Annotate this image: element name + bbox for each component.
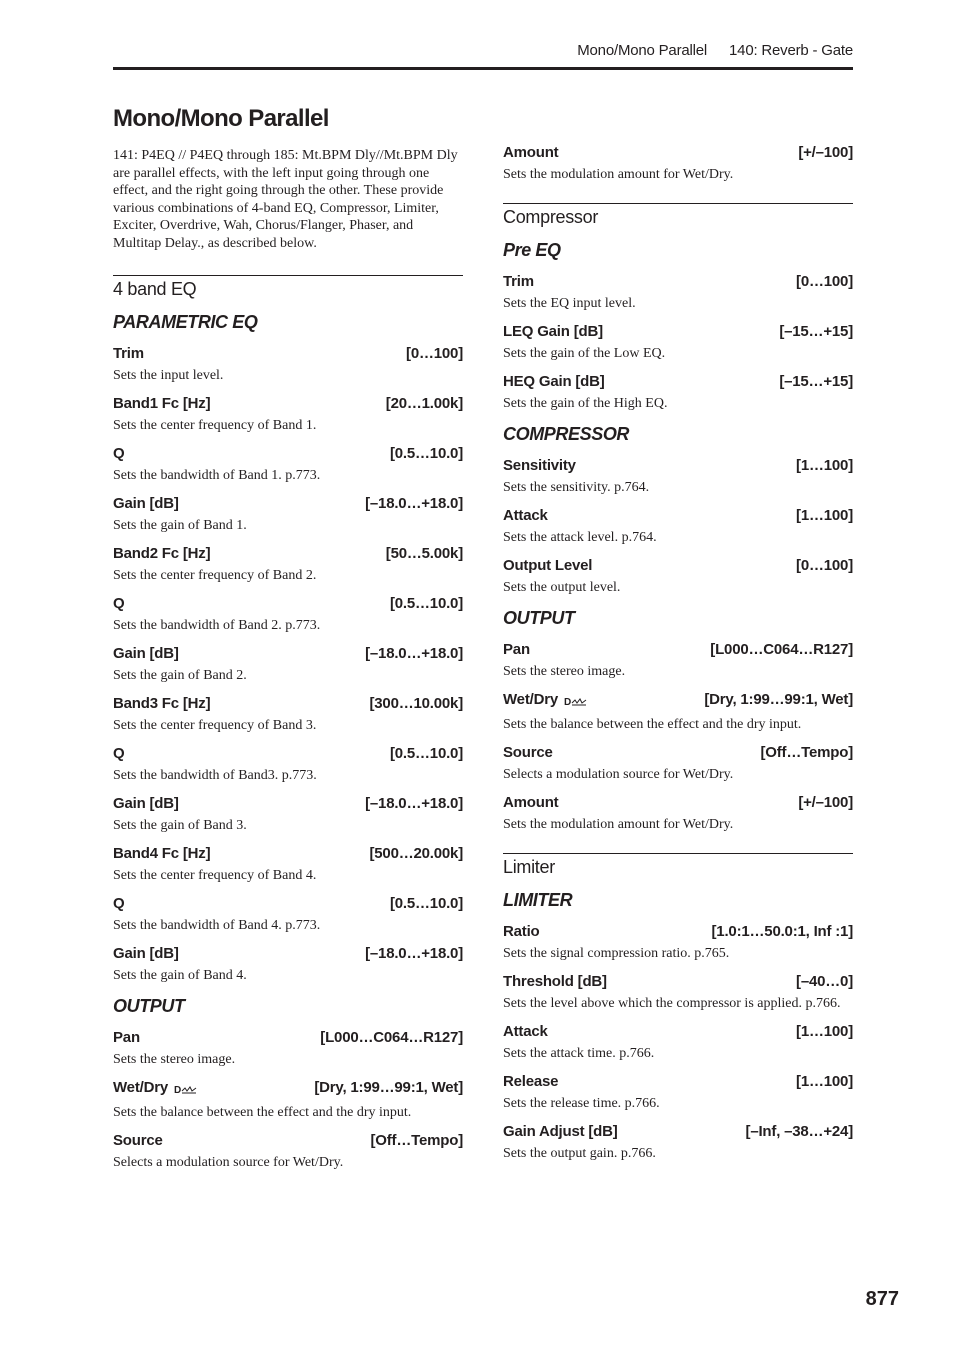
parameter-row [113, 1131, 463, 1151]
parameter-row [503, 1022, 853, 1042]
parameter-row [113, 744, 463, 764]
parameter-range: [–18.0…+18.0] [365, 494, 463, 512]
parameter-range: [50…5.00k] [385, 544, 463, 562]
parameter-name: Threshold [dB] [503, 973, 607, 990]
parameter-name-wrap [113, 744, 124, 764]
parameter-range: [L000…C064…R127] [710, 641, 853, 658]
section-4-band-eq [113, 275, 463, 1171]
section-limiter [503, 853, 853, 1162]
parameter-entry [503, 743, 853, 783]
parameter-range: [+/–100] [798, 794, 853, 811]
parameter-range: [300…10.00k] [369, 694, 463, 712]
parameter-entry [113, 1131, 463, 1171]
parameter-entry [503, 143, 853, 183]
parameter-name-wrap [503, 690, 587, 713]
parameter-entry [113, 444, 463, 484]
parameter-description: Sets the bandwidth of Band3. p.773. [113, 767, 317, 783]
parameter-name: Trim [503, 273, 534, 290]
parameter-entry [113, 594, 463, 634]
parameter-entry [503, 556, 853, 596]
parameter-range: [0…100] [796, 557, 853, 574]
parameter-entry [113, 644, 463, 684]
parameter-name: Gain [dB] [113, 494, 179, 512]
parameter-row [503, 640, 853, 660]
parameter-description: Sets the EQ input level. [503, 296, 636, 311]
section-title: 4 band EQ [113, 278, 197, 299]
intro-paragraph: 141: P4EQ // P4EQ through 185: Mt.BPM Dly//Mt.BPM Dly are parallel effects, with the left input going through one effect, and the right going through the other. These provide various combinations of 4-band EQ, Compressor, Limiter, Exciter, Overdrive, Wah, Chorus/Flanger, Phaser, and Multitap Delay., as described below. [113, 148, 458, 251]
parameter-description: Sets the balance between the effect and the dry input. [503, 717, 802, 732]
parameter-name-wrap [113, 394, 210, 414]
parameter-range: [500…20.00k] [369, 844, 463, 862]
parameter-range: [Off…Tempo] [370, 1131, 463, 1149]
parameter-name: Gain [dB] [113, 944, 179, 962]
section-title: Compressor [503, 207, 599, 227]
parameter-entry [113, 894, 463, 934]
parameter-name-wrap [503, 1022, 548, 1042]
parameter-row [113, 644, 463, 664]
parameter-description: Sets the gain of Band 3. [113, 817, 247, 833]
parameter-entry [113, 394, 463, 434]
parameter-entry [113, 1028, 463, 1068]
parameter-row [503, 372, 853, 392]
page-title: Mono/Mono Parallel [113, 105, 329, 132]
parameter-range: [0…100] [796, 273, 853, 290]
parameter-range: [–40…0] [796, 973, 853, 990]
parameter-entry [113, 1078, 463, 1121]
parameter-name: Sensitivity [503, 457, 576, 474]
parameter-row [503, 322, 853, 342]
parameter-row [503, 690, 853, 713]
parameter-description: Sets the bandwidth of Band 2. p.773. [113, 617, 321, 633]
subsection-title: Pre EQ [503, 240, 561, 260]
parameter-name-wrap [503, 143, 558, 163]
parameter-name: Trim [113, 344, 144, 362]
parameter-name-wrap [113, 794, 179, 814]
parameter-row [503, 922, 853, 942]
parameter-range: [–18.0…+18.0] [365, 944, 463, 962]
parameter-name: Q [113, 744, 125, 762]
parameter-name: Ratio [503, 923, 540, 940]
parameter-name-wrap [503, 322, 603, 342]
parameter-description: Sets the gain of Band 4. [113, 967, 247, 983]
parameter-description: Sets the gain of the Low EQ. [503, 346, 666, 361]
running-header [113, 42, 853, 64]
parameter-entry [503, 1072, 853, 1112]
parameter-entry [503, 640, 853, 680]
dynamic-modulation-icon-label: D [564, 697, 571, 708]
header-rule [113, 67, 853, 70]
compressor-groups [503, 238, 853, 833]
parameter-name: Q [113, 894, 125, 912]
parameter-range: [–18.0…+18.0] [365, 644, 463, 662]
parameter-description: Sets the output gain. p.766. [503, 1146, 656, 1161]
parameter-description: Selects a modulation source for Wet/Dry. [503, 767, 734, 782]
parameter-description: Sets the output level. [503, 580, 621, 595]
parameter-name: Band2 Fc [Hz] [113, 544, 211, 562]
parameter-entry [503, 372, 853, 412]
parameter-name-wrap [113, 644, 179, 664]
parameter-row [113, 1078, 463, 1101]
parameter-range: [0…100] [406, 344, 463, 362]
parameter-description: Sets the gain of Band 2. [113, 667, 247, 683]
parameter-description: Sets the modulation amount for Wet/Dry. [503, 167, 734, 182]
parameter-name-wrap [503, 922, 540, 942]
parameter-name-wrap [503, 272, 534, 292]
parameter-description: Sets the stereo image. [113, 1051, 236, 1067]
parameter-name: HEQ Gain [dB] [503, 373, 605, 390]
parameter-description: Sets the gain of the High EQ. [503, 396, 668, 411]
parameter-entry [503, 1122, 853, 1162]
parameter-row [113, 494, 463, 514]
parameter-name-wrap [113, 694, 210, 714]
parameter-name-wrap [503, 506, 548, 526]
parameter-description: Sets the bandwidth of Band 4. p.773. [113, 917, 321, 933]
parameter-entry [503, 972, 853, 1012]
parameter-name-wrap [503, 456, 576, 476]
parameter-name: Pan [503, 641, 530, 658]
dynamic-modulation-icon [174, 1081, 197, 1101]
parameter-entry [503, 793, 853, 833]
parameter-entry [503, 456, 853, 496]
parameter-entry [503, 272, 853, 312]
parameter-name-wrap [503, 1072, 558, 1092]
parameter-name: Source [113, 1131, 163, 1149]
subsection-title: PARAMETRIC EQ [113, 311, 258, 332]
limiter-groups [503, 888, 853, 1162]
parameter-row [503, 556, 853, 576]
parameter-row [503, 272, 853, 292]
parameter-name: Gain [dB] [113, 644, 179, 662]
parameter-name-wrap [113, 444, 124, 464]
parameter-name: Amount [503, 794, 559, 811]
parameter-entry [503, 506, 853, 546]
continued-param [503, 143, 853, 183]
dynamic-modulation-icon-label: D [174, 1084, 181, 1096]
parameter-name: Band4 Fc [Hz] [113, 844, 211, 862]
parameter-name-wrap [503, 556, 592, 576]
parameter-name: Attack [503, 507, 548, 524]
subsection-title: OUTPUT [113, 995, 185, 1016]
parameter-name: Band1 Fc [Hz] [113, 394, 211, 412]
parameter-range: [0.5…10.0] [389, 444, 463, 462]
parameter-range: [–15…+15] [779, 373, 853, 390]
parameter-range: [1…100] [796, 1023, 853, 1040]
parameter-description: Sets the attack time. p.766. [503, 1046, 655, 1061]
parameter-name: Attack [503, 1023, 548, 1040]
parameter-description: Sets the modulation amount for Wet/Dry. [503, 817, 734, 832]
parameter-description: Sets the center frequency of Band 4. [113, 867, 317, 883]
parameter-row [113, 594, 463, 614]
parameter-entry [113, 494, 463, 534]
parameter-range: [Off…Tempo] [760, 744, 853, 761]
parameter-name-wrap [113, 844, 210, 864]
parameter-range: [+/–100] [798, 144, 853, 161]
parameter-name-wrap [113, 944, 179, 964]
parameter-name: Output Level [503, 557, 593, 574]
parameter-entry [503, 1022, 853, 1062]
parameter-name-wrap [503, 1122, 618, 1142]
parameter-name-wrap [113, 344, 144, 364]
parameter-description: Sets the center frequency of Band 3. [113, 717, 317, 733]
parameter-range: [20…1.00k] [385, 394, 463, 412]
parameter-name: Gain Adjust [dB] [503, 1123, 618, 1140]
subsection-title: LIMITER [503, 890, 573, 910]
parameter-description: Sets the center frequency of Band 1. [113, 417, 317, 433]
parameter-name-wrap [113, 594, 124, 614]
parameter-row [503, 506, 853, 526]
parameter-name: Wet/Dry [503, 691, 559, 708]
left-column [113, 104, 463, 1181]
parameter-row [503, 456, 853, 476]
parameter-row [503, 972, 853, 992]
parameter-description: Sets the center frequency of Band 2. [113, 567, 317, 583]
parameter-entry [113, 844, 463, 884]
parameter-entry [113, 544, 463, 584]
parameter-row [113, 794, 463, 814]
parameter-name-wrap [113, 1131, 163, 1151]
parameter-row [113, 894, 463, 914]
parameter-row [503, 143, 853, 163]
parameter-name: Band3 Fc [Hz] [113, 694, 211, 712]
parameter-name: Q [113, 594, 125, 612]
parameter-range: [1…100] [796, 457, 853, 474]
parameter-description: Sets the signal compression ratio. p.765. [503, 946, 730, 961]
right-column [503, 143, 853, 1172]
parameter-range: [1.0:1…50.0:1, Inf :1] [711, 923, 853, 940]
parameter-description: Sets the attack level. p.764. [503, 530, 657, 545]
parameter-range: [Dry, 1:99…99:1, Wet] [704, 691, 853, 708]
parameter-name: Pan [113, 1028, 140, 1046]
parameter-name-wrap [113, 544, 210, 564]
parameter-entry [113, 744, 463, 784]
parameter-range: [Dry, 1:99…99:1, Wet] [314, 1078, 463, 1096]
parameter-row [113, 1028, 463, 1048]
parameter-name: Source [503, 744, 553, 761]
parameter-description: Sets the bandwidth of Band 1. p.773. [113, 467, 321, 483]
parameter-name-wrap [113, 494, 179, 514]
parameter-row [113, 694, 463, 714]
parameter-entry [113, 344, 463, 384]
parameter-entry [113, 944, 463, 984]
parameter-name-wrap [113, 1028, 140, 1048]
section-compressor [503, 203, 853, 833]
parameter-description: Sets the gain of Band 1. [113, 517, 247, 533]
parameter-row [113, 944, 463, 964]
parameter-description: Sets the sensitivity. p.764. [503, 480, 650, 495]
parameter-range: [1…100] [796, 507, 853, 524]
parameter-name: Wet/Dry [113, 1078, 169, 1096]
parameter-name: Release [503, 1073, 559, 1090]
parameter-range: [0.5…10.0] [389, 894, 463, 912]
parameter-name: Amount [503, 144, 559, 161]
parameter-range: [0.5…10.0] [389, 594, 463, 612]
subsection-title: COMPRESSOR [503, 424, 630, 444]
parameter-description: Sets the release time. p.766. [503, 1096, 660, 1111]
parameter-range: [–Inf, –38…+24] [745, 1123, 853, 1140]
parameter-description: Sets the stereo image. [503, 664, 626, 679]
parameter-name: LEQ Gain [dB] [503, 323, 603, 340]
parameter-row [503, 1072, 853, 1092]
parameter-row [503, 793, 853, 813]
parameter-range: [0.5…10.0] [389, 744, 463, 762]
parameter-row [113, 544, 463, 564]
dynamic-modulation-icon [564, 693, 587, 713]
parameter-name: Q [113, 444, 125, 462]
parameter-entry [503, 922, 853, 962]
parameter-range: [1…100] [796, 1073, 853, 1090]
left-groups [113, 310, 463, 1171]
parameter-name-wrap [503, 793, 558, 813]
parameter-description: Sets the balance between the effect and the dry input. [113, 1104, 412, 1120]
parameter-entry [503, 690, 853, 733]
parameter-name: Gain [dB] [113, 794, 179, 812]
modulation-wave-icon [571, 697, 587, 706]
header-chapter: Mono/Mono Parallel [577, 42, 708, 59]
parameter-name-wrap [503, 972, 607, 992]
parameter-description: Selects a modulation source for Wet/Dry. [113, 1154, 344, 1170]
page-number: 877 [865, 1288, 899, 1310]
parameter-entry [113, 694, 463, 734]
parameter-description: Sets the level above which the compressor is applied. p.766. [503, 996, 841, 1011]
parameter-row [113, 444, 463, 464]
parameter-name-wrap [113, 894, 124, 914]
parameter-row [113, 844, 463, 864]
parameter-entry [113, 794, 463, 834]
parameter-name-wrap [503, 372, 605, 392]
parameter-row [113, 344, 463, 364]
parameter-range: [L000…C064…R127] [320, 1028, 463, 1046]
parameter-entry [503, 322, 853, 362]
parameter-description: Sets the input level. [113, 367, 224, 383]
header-effect: 140: Reverb - Gate [729, 42, 853, 59]
parameter-name-wrap [503, 743, 553, 763]
parameter-range: [–18.0…+18.0] [365, 794, 463, 812]
parameter-name-wrap [503, 640, 530, 660]
parameter-row [503, 1122, 853, 1142]
modulation-wave-icon [181, 1085, 197, 1094]
subsection-title: OUTPUT [503, 608, 575, 628]
parameter-range: [–15…+15] [779, 323, 853, 340]
parameter-name-wrap [113, 1078, 197, 1101]
section-title: Limiter [503, 857, 555, 877]
parameter-row [503, 743, 853, 763]
parameter-row [113, 394, 463, 414]
